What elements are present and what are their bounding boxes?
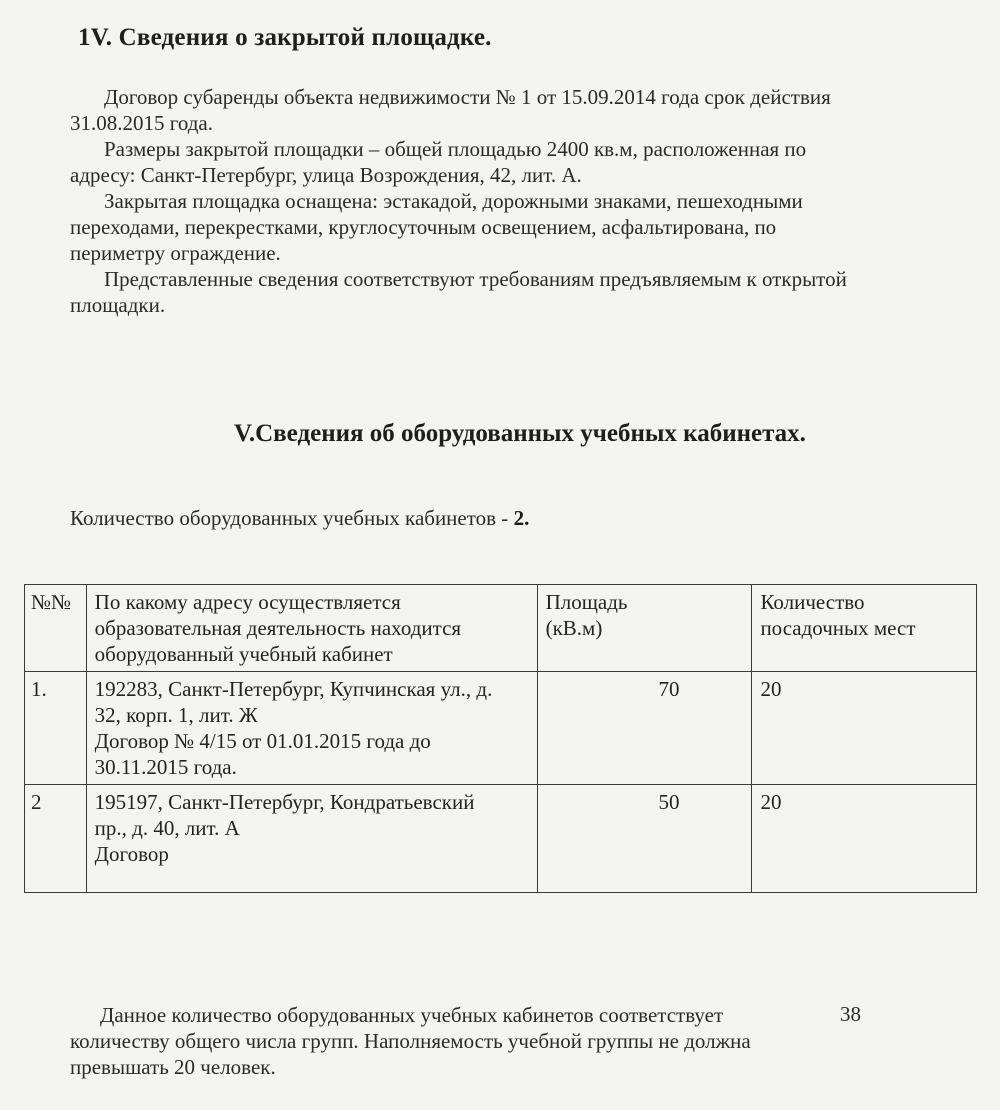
conclusion-text [70,1002,970,1080]
table-row [25,785,977,893]
text-line: Закрытая площадка оснащена: эстакадой, дорожными знаками, пешеходными [104,189,803,213]
text-line: Договор субаренды объекта недвижимости № 1 от 15.09.2014 года срок действия [104,85,831,109]
header-area [537,585,752,672]
section-4-heading: 1V. Сведения о закрытой площадке. [78,24,492,51]
section-4-paragraph [70,136,970,162]
rooms-count [70,506,529,531]
row-address-line: 192283, Санкт-Петербург, Купчинская ул., д. [94,677,493,701]
text-line: Представленные сведения соответствуют требованиям предъявляемым к открытой [104,267,847,291]
header-num: №№ [25,585,87,672]
table-row [25,672,977,785]
text-line: Размеры закрытой площадки – общей площадью 2400 кв.м, расположенная по [104,137,807,161]
page-number: 38 [840,1002,861,1026]
row-num: 1. [25,672,87,785]
row-seats: 20 [752,672,977,785]
row-address-line: Договор № 4/15 от 01.01.2015 года до [94,729,431,753]
header-seats-line: посадочных мест [760,616,916,640]
rooms-count-value: 2. [513,506,530,530]
rooms-count-label: Количество оборудованных учебных кабинетов - [70,506,514,530]
section-4-body [70,84,970,318]
row-address [86,672,537,785]
row-seats: 20 [752,785,977,893]
text-line: площадки. [70,293,166,317]
section-4-paragraph [70,266,970,292]
text-line: 31.08.2015 года. [70,111,213,135]
row-num: 2 [25,785,87,893]
header-area-line: Площадь [545,590,628,614]
header-seats-line: Количество [760,590,865,614]
row-area: 70 [537,672,752,785]
header-seats [752,585,977,672]
text-line: переходами, перекрестками, круглосуточным освещением, асфальтирована, по [70,215,777,239]
text-line: адресу: Санкт-Петербург, улица Возрождения, 42, лит. А. [70,163,582,187]
text-line: периметру ограждение. [70,241,281,265]
header-area-line: (кВ.м) [545,616,603,640]
header-address-line: образовательная деятельность находится [94,616,462,640]
header-address-line: По какому адресу осуществляется [94,590,401,614]
section-4-paragraph [70,188,970,214]
section-5-heading: V.Сведения об оборудованных учебных кабинетах. [234,420,806,447]
row-address [86,785,537,893]
row-address-line: пр., д. 40, лит. А [94,816,240,840]
header-address-line: оборудованный учебный кабинет [94,642,393,666]
section-4-paragraph [70,84,970,110]
text-line: Данное количество оборудованных учебных кабинетов соответствует [100,1003,724,1027]
text-line: превышать 20 человек. [70,1055,276,1079]
table-header-row [25,585,977,672]
row-address-line: 30.11.2015 года. [94,755,237,779]
row-area: 50 [537,785,752,893]
row-address-line: Договор [94,842,169,866]
row-address-line: 32, корп. 1, лит. Ж [94,703,258,727]
text-line: количеству общего числа групп. Наполняемость учебной группы не должна [70,1029,751,1053]
header-address [86,585,537,672]
row-address-line: 195197, Санкт-Петербург, Кондратьевский [94,790,475,814]
rooms-table [24,584,977,893]
